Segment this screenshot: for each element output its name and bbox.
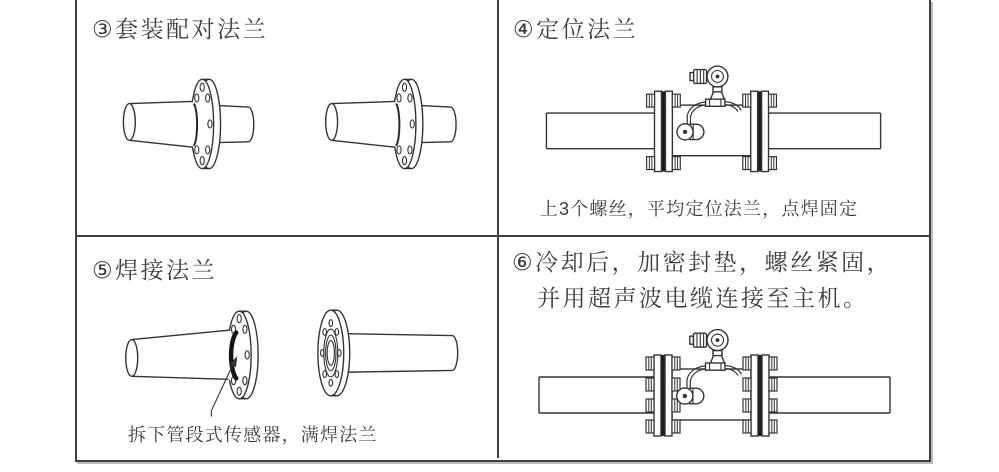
pipe-right [769,377,890,413]
panel-step-5-title: ⑤焊接法兰 [92,257,218,283]
welded-flange-on-pipe [126,311,258,399]
installation-instruction-sheet [75,0,931,462]
pipe-with-flange-right [326,79,456,168]
panel-step-4-caption: 上3个螺丝，平均定位法兰，点焊固定 [539,199,859,219]
final-assembly-diagram [499,237,929,458]
panel-step-5-caption: 拆下管段式传感器，满焊法兰 [128,425,378,445]
flange-pair-right [751,91,769,171]
panel-step-5 [77,237,499,458]
mating-flanges-diagram [77,0,497,235]
pipe-left [539,377,654,413]
pipe-left [546,113,654,149]
panel-step-3-title: ③套装配对法兰 [92,16,269,42]
pipe-right [769,113,881,149]
panel-step-6-title-line1: ⑥冷却后，加密封垫，螺丝紧固， [512,249,893,275]
panel-step-4-title: ④定位法兰 [513,16,639,42]
panel-step-6-title-line2: 并用超声波电缆连接至主机。 [537,284,869,311]
panel-step-4 [499,0,929,237]
pipe-with-flange-left [123,79,253,168]
flange-pair-right [751,355,769,436]
flange-pair-left [654,355,672,436]
panel-step-3 [77,0,499,237]
flange-pair-left [655,91,673,171]
flange-front-view-on-pipe [318,310,458,396]
panel-step-6 [499,237,929,458]
